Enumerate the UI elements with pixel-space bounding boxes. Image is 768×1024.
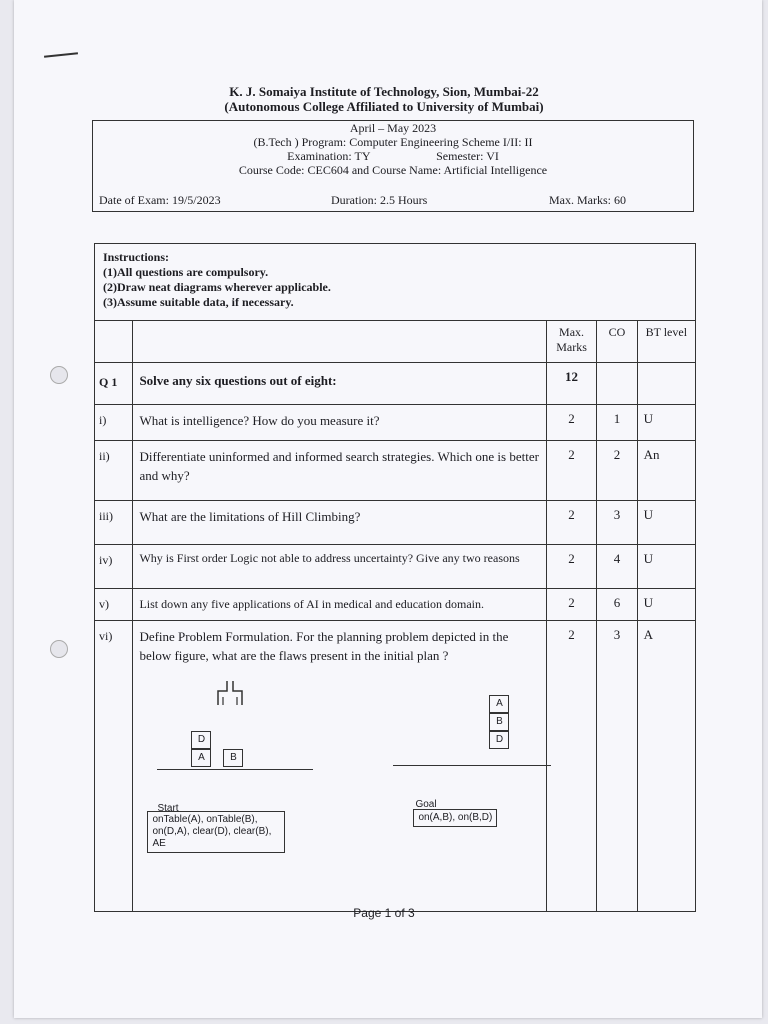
- question-table: [94, 243, 696, 912]
- question-marks: 2: [546, 441, 596, 501]
- question-bt: U: [637, 501, 695, 545]
- blocks-world-figure: [139, 665, 539, 905]
- goal-block-a: A: [489, 695, 509, 713]
- header-empty-no: [95, 321, 133, 363]
- question-number: ii): [95, 441, 133, 501]
- goal-table-line: [393, 765, 551, 766]
- question-marks: 2: [546, 589, 596, 621]
- instructions-title: Instructions:: [103, 250, 170, 264]
- punch-hole-bottom: [50, 640, 68, 658]
- start-block-b: B: [223, 749, 243, 767]
- start-block-a: A: [191, 749, 211, 767]
- question-text: List down any five applications of AI in medical and education domain.: [133, 589, 546, 621]
- instructions: [95, 244, 696, 321]
- question-marks: 2: [546, 405, 596, 441]
- question-text: Why is First order Logic not able to address uncertainty? Give any two reasons: [133, 545, 546, 589]
- exam-date: Date of Exam: 19/5/2023: [99, 193, 221, 207]
- start-table-line: [157, 769, 313, 770]
- course: Course Code: CEC604 and Course Name: Artificial Intelligence: [238, 163, 548, 177]
- instruction-1: (1)All questions are compulsory.: [103, 265, 269, 279]
- question-marks: 2: [546, 501, 596, 545]
- goal-state-box: on(A,B), on(B,D): [413, 809, 497, 827]
- q1-marks: 12: [546, 363, 596, 405]
- goal-block-d: D: [489, 731, 509, 749]
- question-co: 2: [597, 441, 637, 501]
- page-number: Page 1 of 3: [353, 906, 415, 920]
- q1-number: Q 1: [95, 363, 133, 405]
- examination: Examination: TY: [287, 149, 371, 163]
- question-text: Differentiate uninformed and informed search strategies. Which one is better and why?: [133, 441, 546, 501]
- goal-label: Goal: [415, 799, 437, 810]
- question-vi-cell: [133, 621, 546, 912]
- exam-info-box: [92, 120, 694, 212]
- question-co: 3: [597, 501, 637, 545]
- question-bt: U: [637, 545, 695, 589]
- header-marks: Max. Marks: [546, 321, 596, 363]
- question-bt: An: [637, 441, 695, 501]
- q1-co: [597, 363, 637, 405]
- question-bt: U: [637, 405, 695, 441]
- punch-hole-top: [50, 366, 68, 384]
- instruction-2: (2)Draw neat diagrams wherever applicable.: [103, 280, 331, 294]
- question-text: What are the limitations of Hill Climbing?: [133, 501, 546, 545]
- question-co: 4: [597, 545, 637, 589]
- affiliation: (Autonomous College Affiliated to University of Mumbai): [224, 99, 544, 114]
- goal-block-b: B: [489, 713, 509, 731]
- question-number: v): [95, 589, 133, 621]
- header-empty-text: [133, 321, 546, 363]
- question-co: 6: [597, 589, 637, 621]
- question-bt: A: [637, 621, 695, 912]
- start-block-d: D: [191, 731, 211, 749]
- header-co: CO: [597, 321, 637, 363]
- robot-gripper-icon: [215, 679, 245, 707]
- question-number: iv): [95, 545, 133, 589]
- start-label: Start: [157, 803, 179, 814]
- institute-name: K. J. Somaiya Institute of Technology, Sion, Mumbai-22: [229, 84, 539, 99]
- question-number: vi): [95, 621, 133, 912]
- duration: Duration: 2.5 Hours: [331, 193, 428, 207]
- semester: Semester: VI: [436, 149, 499, 163]
- question-number: i): [95, 405, 133, 441]
- question-text: What is intelligence? How do you measure it?: [133, 405, 546, 441]
- program: (B.Tech ) Program: Computer Engineering Scheme I/II: II: [253, 135, 533, 149]
- question-co: 3: [597, 621, 637, 912]
- examination-line: [93, 149, 693, 164]
- q1-bt: [637, 363, 695, 405]
- question-co: 1: [597, 405, 637, 441]
- start-state-box: onTable(A), onTable(B), on(D,A), clear(D), clear(B), AE: [147, 811, 285, 853]
- question-marks: 2: [546, 621, 596, 912]
- question-marks: 2: [546, 545, 596, 589]
- question-bt: U: [637, 589, 695, 621]
- q1-text: Solve any six questions out of eight:: [133, 363, 546, 405]
- header-bt: BT level: [637, 321, 695, 363]
- instruction-3: (3)Assume suitable data, if necessary.: [103, 295, 294, 309]
- question-text: Define Problem Formulation. For the planning problem depicted in the below figure, what are the flaws present in the initial plan ?: [139, 629, 509, 663]
- max-marks: Max. Marks: 60: [549, 193, 626, 207]
- question-number: iii): [95, 501, 133, 545]
- session: April – May 2023: [349, 121, 437, 135]
